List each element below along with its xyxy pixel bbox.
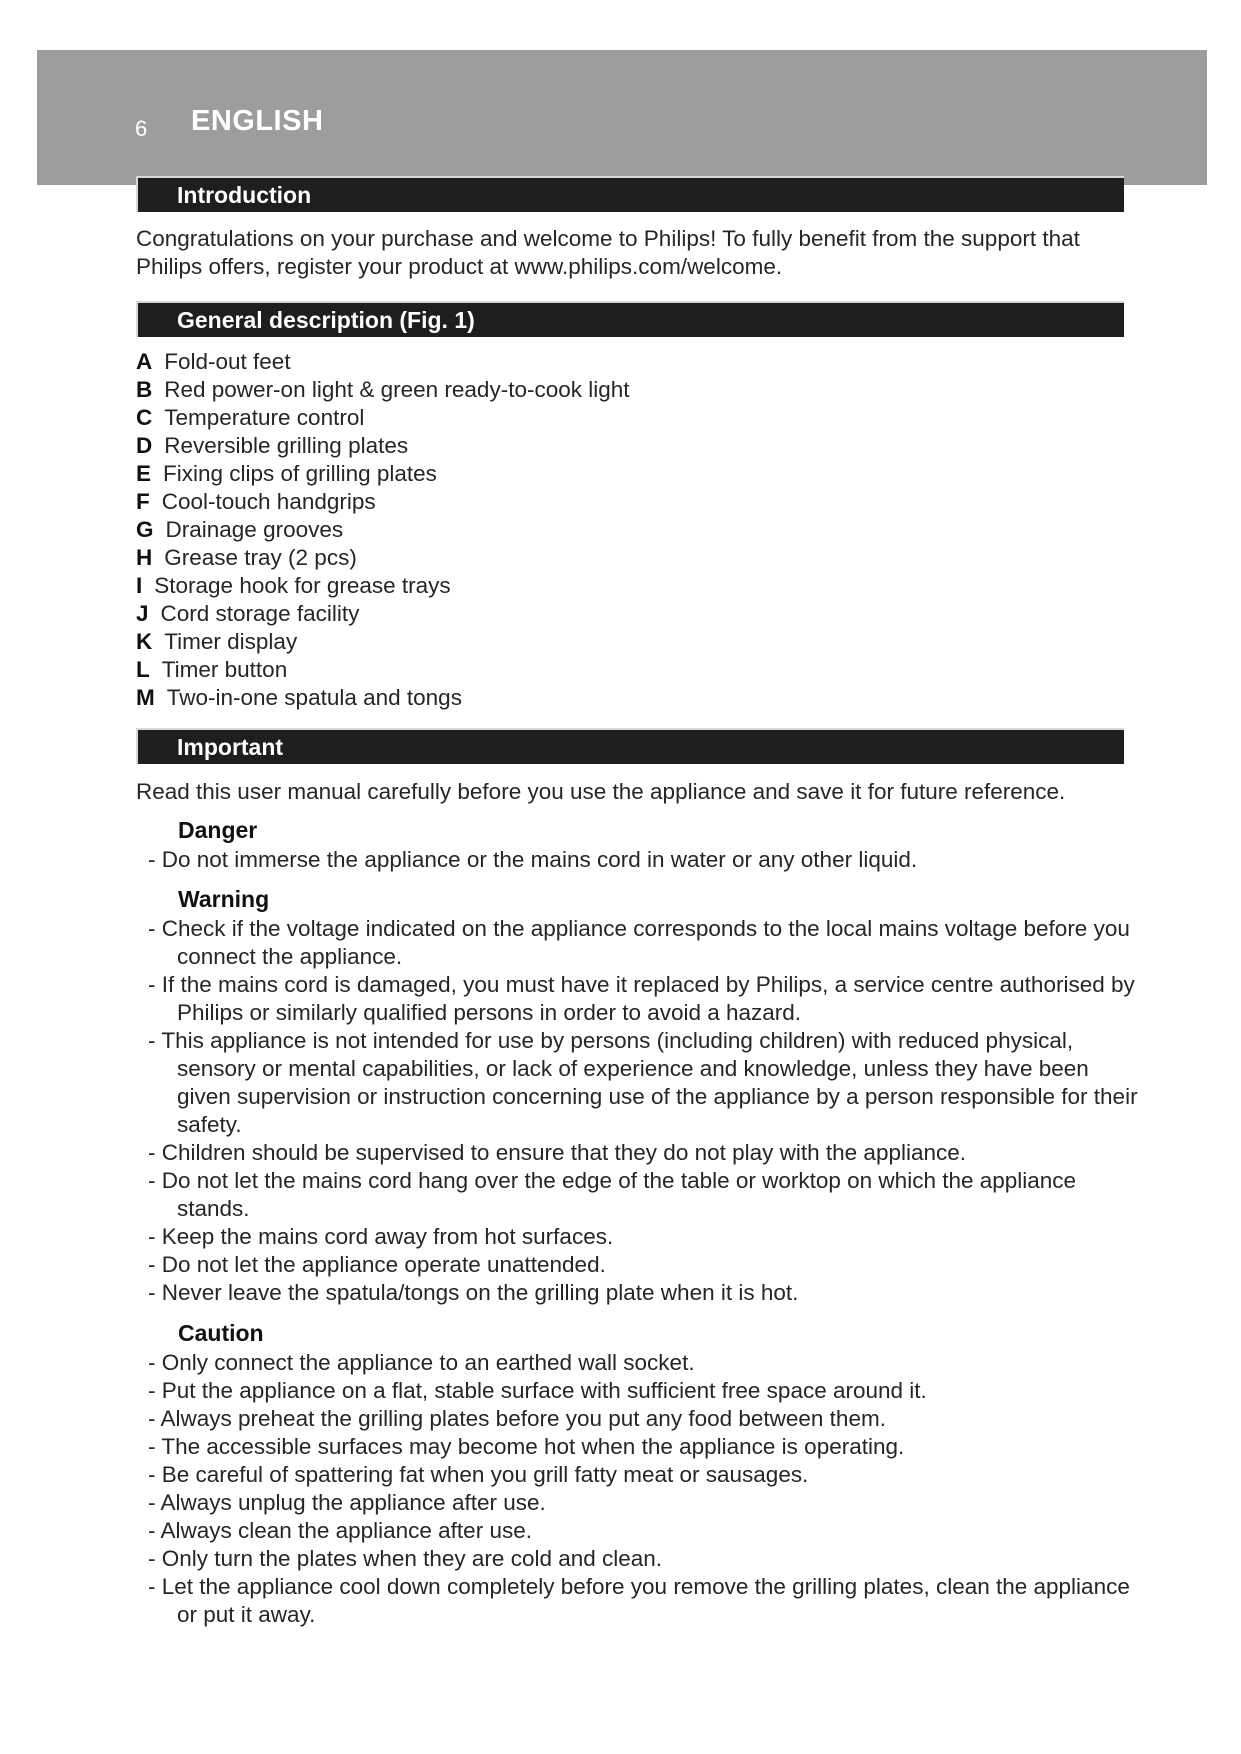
part-label: Reversible grilling plates [164,433,409,458]
part-label: Temperature control [164,405,365,430]
list-item: - Put the appliance on a flat, stable surface with sufficient free space around it. [148,1378,927,1403]
list-item [136,348,630,376]
list-item: - Do not immerse the appliance or the mains cord in water or any other liquid. [148,847,918,872]
part-letter: K [136,629,153,654]
parts-list [136,348,630,712]
warning-heading: Warning [178,886,270,912]
list-item: - Do not let the appliance operate unattended. [148,1252,606,1277]
part-label: Red power-on light & green ready-to-cook light [164,377,630,402]
list-item: - Let the appliance cool down completely before you remove the grilling plates, clean the appliance or put it away. [148,1574,1130,1627]
part-label: Fixing clips of grilling plates [163,461,437,486]
part-letter: B [136,377,153,402]
list-item: - Children should be supervised to ensure that they do not play with the appliance. [148,1140,967,1165]
warning-list [148,915,1138,1307]
part-label: Grease tray (2 pcs) [164,545,357,570]
part-letter: D [136,433,153,458]
list-item [136,516,630,544]
danger-heading: Danger [178,817,258,843]
list-item: - This appliance is not intended for use by persons (including children) with reduced physical, sensory or mental capabilities, or lack of experience and knowledge, unless they have been given supervision or instruction concerning use of the appliance by a person responsible for their safety. [148,1028,1138,1137]
section-bar-general-description [136,301,1124,337]
page-number: 6 [135,116,148,141]
list-item [136,488,630,516]
part-letter: I [136,573,143,598]
list-item [136,572,630,600]
list-item [136,432,630,460]
important-intro: Read this user manual carefully before you use the appliance and save it for future reference. [136,779,1066,804]
part-letter: M [136,685,155,710]
part-label: Cord storage facility [160,601,360,626]
list-item [136,684,630,712]
section-title-general-description: General description (Fig. 1) [177,307,475,333]
language-title: ENGLISH [191,105,324,137]
list-item [136,628,630,656]
danger-list [148,846,1138,874]
list-item: - Keep the mains cord away from hot surfaces. [148,1224,614,1249]
part-label: Cool-touch handgrips [161,489,376,514]
list-item: - Always unplug the appliance after use. [148,1490,546,1515]
list-item [136,376,630,404]
list-item: - Only turn the plates when they are cold and clean. [148,1546,663,1571]
list-item [136,600,630,628]
caution-heading: Caution [178,1320,264,1346]
list-item [136,460,630,488]
part-letter: G [136,517,154,542]
list-item: - If the mains cord is damaged, you must have it replaced by Philips, a service centre authorised by Philips or similarly qualified persons in order to avoid a hazard. [148,972,1135,1025]
part-letter: C [136,405,153,430]
part-letter: E [136,461,152,486]
header-band [37,50,1207,185]
list-item: - The accessible surfaces may become hot when the appliance is operating. [148,1434,905,1459]
part-label: Fold-out feet [164,349,291,374]
list-item: - Do not let the mains cord hang over the edge of the table or worktop on which the appliance stands. [148,1168,1077,1221]
list-item: - Always preheat the grilling plates before you put any food between them. [148,1406,886,1431]
part-label: Timer button [161,657,288,682]
part-letter: J [136,601,149,626]
section-bar-introduction [136,176,1124,212]
introduction-text: Congratulations on your purchase and welcome to Philips! To fully benefit from the support that Philips offers, register your product at www.philips.com/welcome. [136,226,1080,279]
part-letter: A [136,349,153,374]
part-letter: F [136,489,150,514]
part-label: Storage hook for grease trays [154,573,451,598]
part-label: Drainage grooves [165,517,344,542]
section-title-important: Important [177,734,284,760]
section-title-introduction: Introduction [177,182,312,208]
section-bar-important [136,728,1124,764]
list-item: - Check if the voltage indicated on the appliance corresponds to the local mains voltage before you connect the appliance. [148,916,1130,969]
list-item: - Be careful of spattering fat when you grill fatty meat or sausages. [148,1462,809,1487]
list-item [136,656,630,684]
list-item: - Never leave the spatula/tongs on the grilling plate when it is hot. [148,1280,799,1305]
list-item: - Always clean the appliance after use. [148,1518,532,1543]
part-label: Timer display [164,629,298,654]
part-letter: H [136,545,153,570]
list-item [136,544,630,572]
caution-list [148,1349,1138,1629]
part-label: Two-in-one spatula and tongs [166,685,462,710]
list-item [136,404,630,432]
part-letter: L [136,657,150,682]
list-item: - Only connect the appliance to an earthed wall socket. [148,1350,695,1375]
